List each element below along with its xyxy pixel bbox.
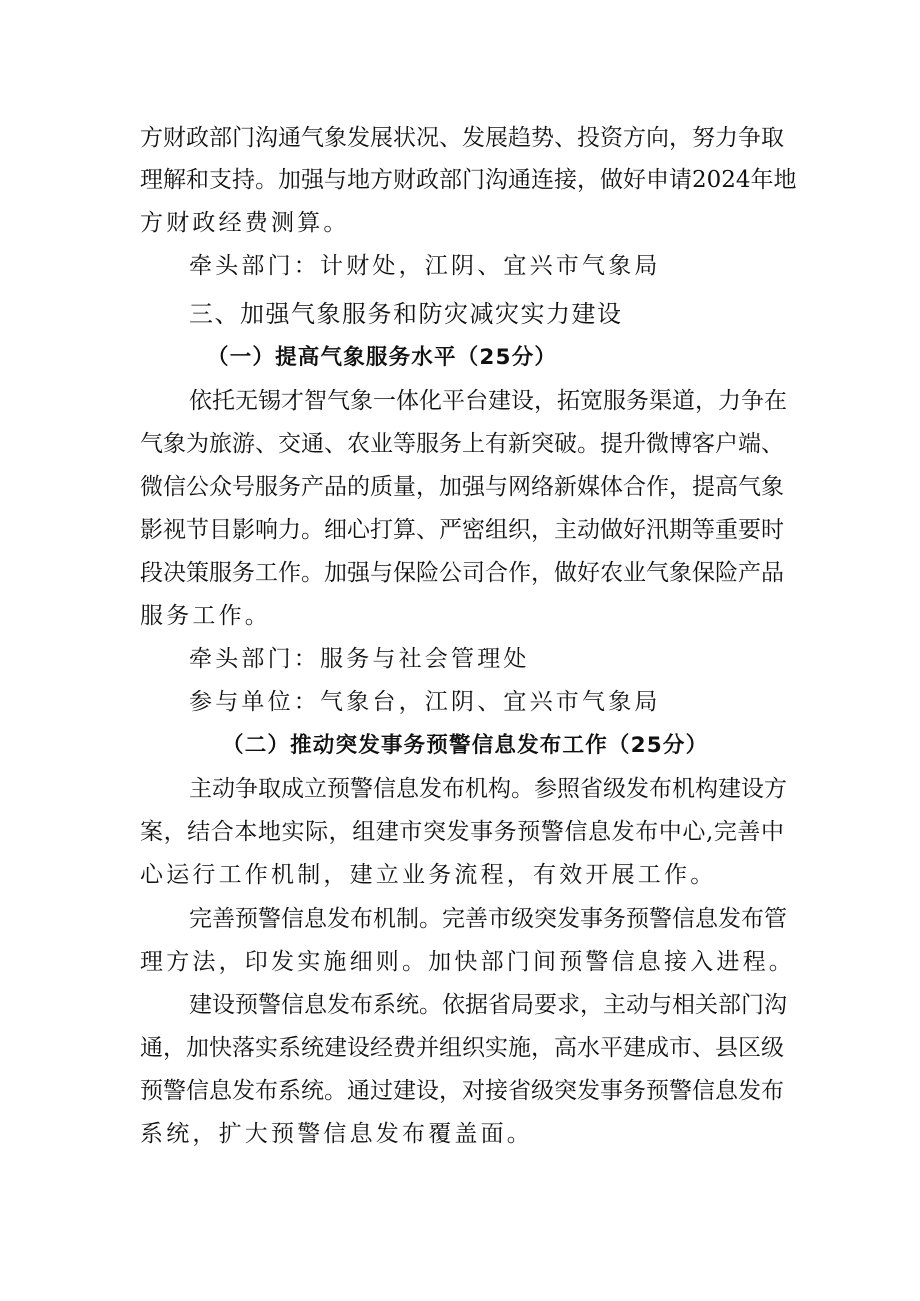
item-1-line-3: 微信公众号服务产品的质量，加强与网络新媒体合作，提高气象 (140, 474, 784, 500)
item-2-para-3-line-1: 建设预警信息发布系统。依据省局要求，主动与相关部门沟 (189, 992, 787, 1018)
item-2-para-2-line-2: 理方法，印发实施细则。加快部门间预警信息接入进程。 (140, 949, 795, 975)
item-2-heading: （二）推动突发事务预警信息发布工作（25分） (222, 733, 709, 758)
intro-line-3: 方财政经费测算。 (140, 210, 350, 236)
item-2-para-1-line-2: 案，结合本地实际，组建市突发事务预警信息发布中心,完善中 (140, 819, 784, 845)
item-2-para-2-line-1: 完善预警信息发布机制。完善市级突发事务预警信息发布管 (189, 906, 787, 932)
item-1-participants: 参与单位：气象台，江阴、宜兴市气象局 (189, 689, 661, 715)
intro-line-1: 方财政部门沟通气象发展状况、发展趋势、投资方向，努力争取 (140, 125, 784, 151)
item-1-line-2: 气象为旅游、交通、农业等服务上有新突破。提升微博客户端、 (140, 431, 784, 457)
intro-lead-department: 牵头部门：计财处，江阴、宜兴市气象局 (189, 253, 661, 279)
item-2-para-3-line-4: 系统，扩大预警信息发布覆盖面。 (140, 1121, 533, 1147)
item-2-para-3-line-3: 预警信息发布系统。通过建设，对接省级突发事务预警信息发布 (140, 1078, 784, 1104)
item-2-para-1-line-1: 主动争取成立预警信息发布机构。参照省级发布机构建设方 (189, 776, 787, 802)
item-1-line-4: 影视节目影响力。细心打算、严密组织，主动做好汛期等重要时 (140, 517, 784, 543)
item-1-lead-department: 牵头部门：服务与社会管理处 (189, 646, 530, 672)
intro-line-2: 理解和支持。加强与地方财政部门沟通连接，做好申请2024年地 (140, 167, 797, 193)
item-1-line-5: 段决策服务工作。加强与保险公司合作，做好农业气象保险产品 (140, 560, 784, 586)
item-2-para-1-line-3: 心运行工作机制，建立业务流程，有效开展工作。 (140, 862, 717, 888)
item-1-line-1: 依托无锡才智气象一体化平台建设，拓宽服务渠道，力争在 (189, 388, 787, 414)
item-1-line-6: 服务工作。 (140, 603, 271, 629)
item-1-heading: （一）提高气象服务水平（25分） (207, 345, 558, 370)
section-3-heading: 三、加强气象服务和防灾减灾实力建设 (189, 300, 623, 328)
item-2-para-3-line-2: 通，加快落实系统建设经费并组织实施，高水平建成市、县区级 (140, 1035, 784, 1061)
